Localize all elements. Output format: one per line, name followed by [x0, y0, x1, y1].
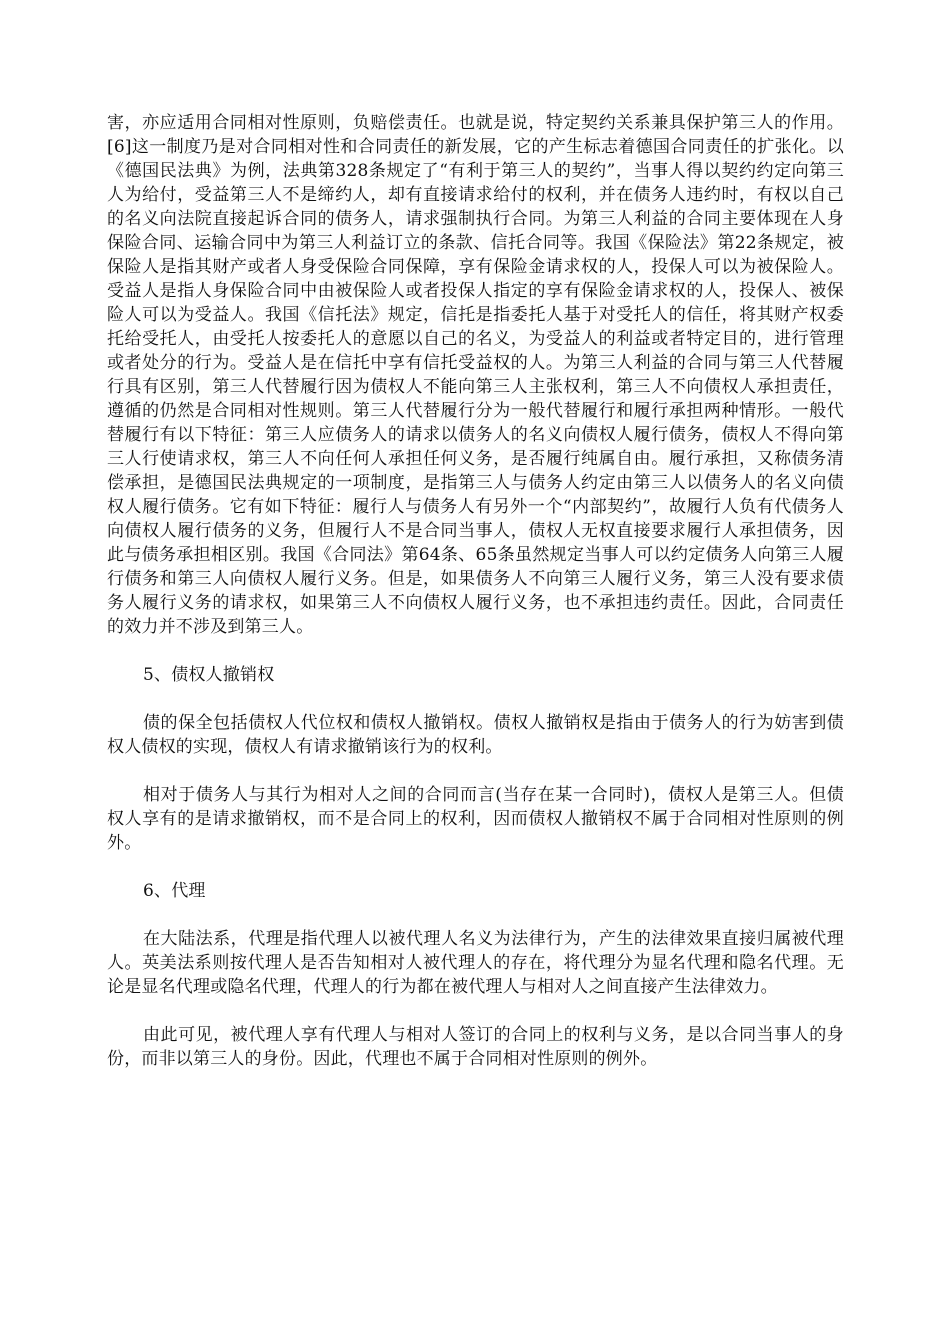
paragraph-creditor-revocation-exception: 相对于债务人与其行为相对人之间的合同而言(当存在某一合同时)，债权人是第三人。但债权人享有的是请求撤销权，而不是合同上的权利，因而债权人撤销权不属于合同相对性原则的例外。: [107, 785, 844, 853]
paragraph-agency-conclusion: 由此可见，被代理人享有代理人与相对人签订的合同上的权利与义务，是以合同当事人的身份，而非以第三人的身份。因此，代理也不属于合同相对性原则的例外。: [107, 1025, 844, 1069]
paragraph-creditor-revocation-definition: 债的保全包括债权人代位权和债权人撤销权。债权人撤销权是指由于债务人的行为妨害到债权人债权的实现，债权人有请求撤销该行为的权利。: [107, 713, 844, 757]
paragraph-agency-definition: 在大陆法系，代理是指代理人以被代理人名义为法律行为，产生的法律效果直接归属被代理人。英美法系则按代理人是否告知相对人被代理人的存在，将代理分为显名代理和隐名代理。无论是显名代理或隐名代理，代理人的行为都在被代理人与相对人之间直接产生法律效力。: [107, 929, 844, 997]
section-heading-agency: 6、代理: [143, 881, 206, 901]
document-body: [107, 111, 844, 1095]
paragraph-third-party-contract: 害，亦应适用合同相对性原则，负赔偿责任。也就是说，特定契约关系兼具保护第三人的作用。[6]这一制度乃是对合同相对性和合同责任的新发展，它的产生标志着德国合同责任的扩张化。以《德国民法典》为例，法典第328条规定了“有利于第三人的契约”，当事人得以契约约定向第三人为给付，受益第三人不是缔约人，却有直接请求给付的权利，并在债务人违约时，有权以自己的名义向法院直接起诉合同的债务人，请求强制执行合同。为第三人利益的合同主要体现在人身保险合同、运输合同中为第三人利益订立的条款、信托合同等。我国《保险法》第22条规定，被保险人是指其财产或者人身受保险合同保障，享有保险金请求权的人，投保人可以为被保险人。受益人是指人身保险合同中由被保险人或者投保人指定的享有保险金请求权的人，投保人、被保险人可以为受益人。我国《信托法》规定，信托是指委托人基于对受托人的信任，将其财产权委托给受托人，由受托人按委托人的意愿以自己的名义，为受益人的利益或者特定目的，进行管理或者处分的行为。受益人是在信托中享有信托受益权的人。为第三人利益的合同与第三人代替履行具有区别，第三人代替履行因为债权人不能向第三人主张权利，第三人不向债权人承担责任，遵循的仍然是合同相对性规则。第三人代替履行分为一般代替履行和履行承担两种情形。一般代替履行有以下特征：第三人应债务人的请求以债务人的名义向债权人履行债务，债权人不得向第三人行使请求权，第三人不向任何人承担任何义务，是否履行纯属自由。履行承担，又称债务清偿承担，是德国民法典规定的一项制度，是指第三人与债务人约定由第三人以债务人的名义向债权人履行债务。它有如下特征：履行人与债务人有另外一个“内部契约”，故履行人负有代债务人向债权人履行债务的义务，但履行人不是合同当事人，债权人无权直接要求履行人承担债务，因此与债务承担相区别。我国《合同法》第64条、65条虽然规定当事人可以约定债务人向第三人履行债务和第三人向债权人履行义务。但是，如果债务人不向第三人履行义务，第三人没有要求债务人履行义务的请求权，如果第三人不向债权人履行义务，也不承担违约责任。因此，合同责任的效力并不涉及到第三人。: [107, 113, 844, 637]
section-heading-creditor-revocation: 5、债权人撤销权: [143, 665, 275, 685]
